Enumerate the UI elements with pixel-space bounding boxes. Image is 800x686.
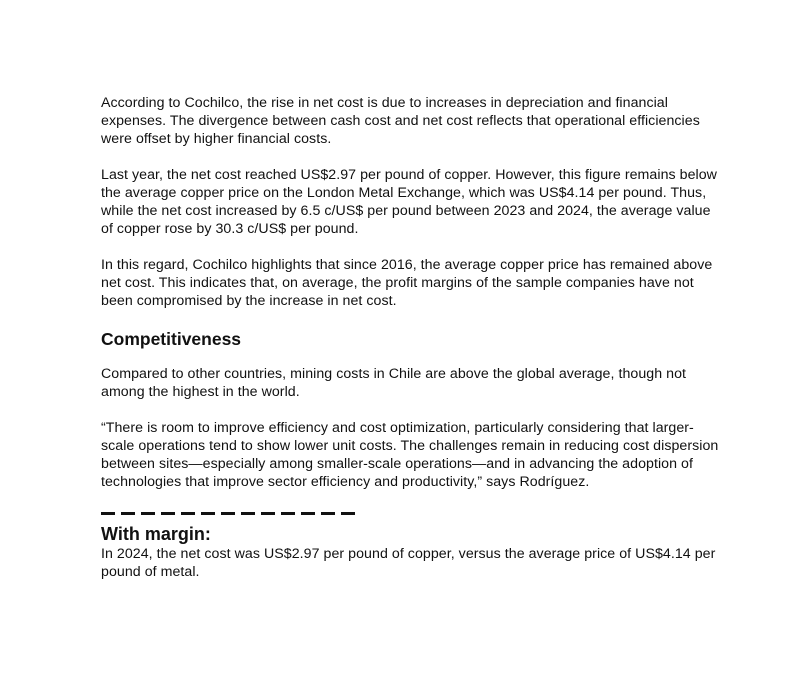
paragraph-margins: In this regard, Cochilco highlights that since 2016, the average copper price has remained above net cost. This indicates that, on average, the profit margins of the sample companies have not been compromised by the increase in net cost. [101,257,713,309]
paragraph-depreciation: According to Cochilco, the rise in net cost is due to increases in depreciation and financial expenses. The divergence between cash cost and net cost reflects that operational efficiencies were offset by higher financial costs. [101,95,700,147]
dashed-divider [101,512,721,515]
paragraph-net-cost: Last year, the net cost reached US$2.97 per pound of copper. However, this figure remains below the average copper price on the London Metal Exchange, which was US$4.14 per pound. Thus, while the net cost increased by 6.5 c/US$ per pound between 2023 and 2024, the average value of copper rose by 30.3 c/US$ per pound. [101,167,717,237]
divider-dash [221,512,235,515]
divider-dash [281,512,295,515]
sidebar-text: In 2024, the net cost was US$2.97 per pound of copper, versus the average price of US$4.14 per pound of metal. [101,546,716,580]
divider-dash [341,512,355,515]
divider-dash [101,512,115,515]
sidebar-heading: With margin: [101,524,211,544]
section-heading-competitiveness: Competitiveness [101,329,242,349]
paragraph-comparison: Compared to other countries, mining costs in Chile are above the global average, though not among the highest in the world. [101,366,687,400]
divider-dash [161,512,175,515]
divider-dash [241,512,255,515]
divider-dash [301,512,315,515]
divider-dash [201,512,215,515]
divider-dash [321,512,335,515]
divider-dash [181,512,195,515]
divider-dash [141,512,155,515]
divider-dash [261,512,275,515]
paragraph-quote: “There is room to improve efficiency and cost optimization, particularly considering that larger-scale operations tend to show lower unit costs. The challenges remain in reducing cost dispersion between sites—especially among smaller-scale operations—and in advancing the adoption of technologies that improve sector efficiency and productivity,” says Rodríguez. [101,420,719,490]
divider-dash [121,512,135,515]
article-body [101,94,721,581]
